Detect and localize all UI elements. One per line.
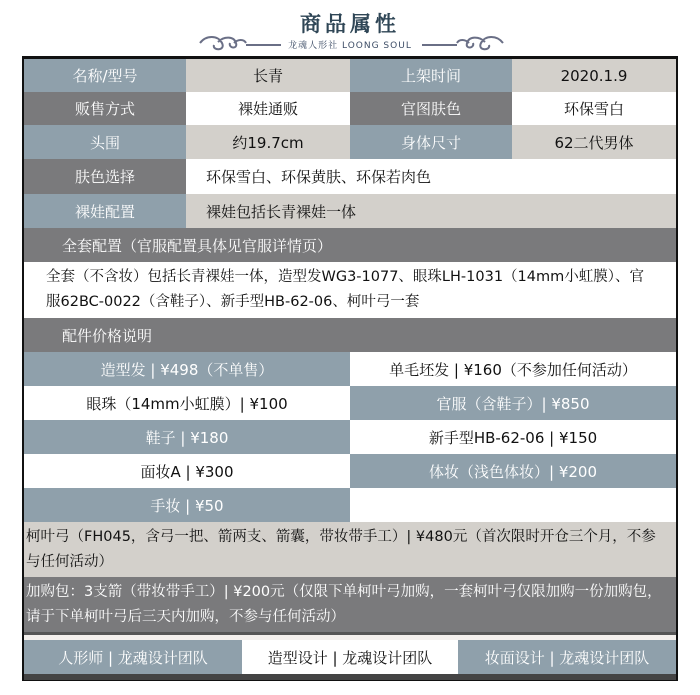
price-item: 官服（含鞋子）| ¥850 [350,386,676,420]
bottom-bar [24,674,676,680]
spec-value: 长青 [186,59,350,92]
spec-label: 官图肤色 [350,92,512,125]
fullset-heading: 全套配置（官服配置具体见官服详情页） [24,228,676,262]
skin-row [24,159,676,194]
bow-price-text: 柯叶弓（FH045，含弓一把、箭两支、箭囊，带妆带手工）| ¥480元（首次限时开仓三个月，不参与任何活动） [24,522,676,577]
spec-label: 贩售方式 [24,92,186,125]
right-ornament-icon [420,33,505,51]
price-item: 眼珠（14mm小虹膜）| ¥100 [24,386,350,420]
spec-value: 约19.7cm [186,125,350,159]
price-item: 体妆（浅色体妆）| ¥200 [350,454,676,488]
price-item: 新手型HB-62-06 | ¥150 [350,420,676,454]
spec-value: 62二代男体 [512,125,676,159]
price-row [24,386,676,420]
divider [24,632,676,640]
header [0,0,700,56]
prices-heading: 配件价格说明 [24,318,676,352]
price-item: 手妆 | ¥50 [24,488,350,522]
addon-price-text: 加购包：3支箭（带妆带手工）| ¥200元（仅限下单柯叶弓加购，一套柯叶弓仅限加购一份加购包，请于下单柯叶弓后三天内加购，不参与任何活动） [24,577,676,632]
price-empty [350,488,676,522]
price-row [24,352,676,386]
config-value: 裸娃包括长青裸娃一体 [186,194,676,228]
config-row [24,194,676,228]
price-row [24,488,676,522]
brand-subtitle: 龙魂人形社 LOONG SOUL [288,41,412,51]
credit-makeup: 妆面设计 | 龙魂设计团队 [458,640,676,674]
price-item: 鞋子 | ¥180 [24,420,350,454]
spec-label: 上架时间 [350,59,512,92]
spec-label: 名称/型号 [24,59,186,92]
price-item: 面妆A | ¥300 [24,454,350,488]
fullset-text: 全套（不含妆）包括长青裸娃一体，造型发WG3-1077、眼珠LH-1031（14mm小虹膜）、官服62BC-0022（含鞋子）、新手型HB-62-06、柯叶弓一套 [24,262,676,318]
credits-row [24,640,676,674]
price-item: 造型发 | ¥498（不单售） [24,352,350,386]
fullset-heading-row [24,228,676,262]
spec-row [24,92,676,125]
spec-label: 身体尺寸 [350,125,512,159]
skin-label: 肤色选择 [24,159,186,194]
price-row [24,420,676,454]
credit-doll-artist: 人形师 | 龙魂设计团队 [24,640,242,674]
spec-label: 头围 [24,125,186,159]
price-row [24,454,676,488]
spec-value: 环保雪白 [512,92,676,125]
product-attributes-table [22,56,678,681]
prices-heading-row [24,318,676,352]
config-label: 裸娃配置 [24,194,186,228]
spec-value: 裸娃通贩 [186,92,350,125]
price-item: 单毛坯发 | ¥160（不参加任何活动） [350,352,676,386]
skin-value: 环保雪白、环保黄肤、环保若肉色 [186,159,676,194]
spec-row [24,59,676,92]
page-title: 商品属性 [300,12,400,36]
credit-styling: 造型设计 | 龙魂设计团队 [242,640,458,674]
spec-value: 2020.1.9 [512,59,676,92]
spec-row [24,125,676,159]
